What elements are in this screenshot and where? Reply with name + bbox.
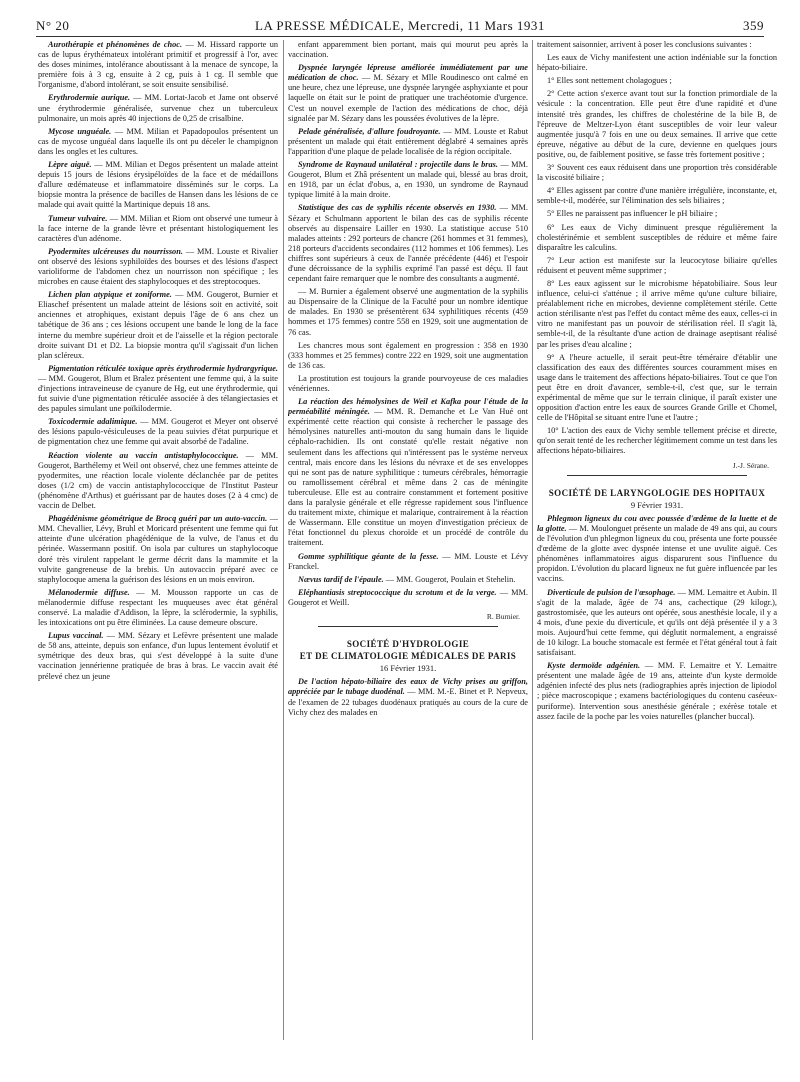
article-text: — MM. Sézary et Schulmann apportent le bilan des cas de syphilis récente observés au dispensaire Lailler en 1930. La statistique accuse 510 malades atteints : 292 porteurs de chancre (261 hommes et 31 femmes), 218 porteurs d'accidents secondaires (112 hommes et 106 femmes). Les chiffres sont supérieurs à ceux de l'année précédente (446) et l'espoir d'une décroissance de la syphilis exprimé l'an passé est déçu. Il faut cependant faire remarquer que le nombre des consultants a augmenté. (288, 203, 528, 284)
page-number: 359 (743, 18, 764, 33)
article-title: Pyodermites ulcéreuses du nourrisson. (48, 246, 183, 256)
article-text: — M. Sézary et Mlle Roudinesco ont calmé en une heure, chez une lépreuse, une dyspnée laryngée asphyxiante et pour laquelle on était sur le point de pratiquer une trachéotomie d'urgence. C'est un nouvel exemple de l'action des médications de choc, déjà signalée par M. Sézary dans les poussées évolutives de la lèpre. (288, 73, 528, 123)
article-text: — MM. Milian et Degos présentent un malade atteint depuis 15 jours de lésions érysipéloïdes de la face et de médaillons d'allure œdémateuse et inflammatoire disséminés sur le corps. La biopsie montra la présence de bacilles de Hansen dans les lésions de ce malade qui avait quitté la Martinique depuis 18 ans. (38, 160, 278, 210)
article (288, 160, 528, 200)
article-title: Aurothérapie et phénomènes de choc. (48, 40, 183, 49)
article (38, 631, 278, 681)
article (288, 203, 528, 284)
laryngology-articles (537, 514, 777, 722)
article (537, 514, 777, 585)
article-title: Nævus tardif de l'épaule. (298, 574, 384, 584)
article (38, 93, 278, 123)
article-text: — M. Mousson rapporte un cas de mélanodermie diffuse respectant les muqueuses avec état général conservé. La maladie d'Addison, la lèpre, la sclérodermie, la syphilis, les intoxications ont pu être éliminées. La cause demeure obscure. (38, 587, 278, 628)
article-title: Toxicodermie adalimique. (48, 417, 138, 427)
signature: J.-J. Sérane. (732, 460, 769, 470)
article-title: Phagédénisme géométrique de Brocq guéri par un auto-vaccin. (48, 514, 268, 524)
article (38, 40, 278, 90)
article-title: Dyspnée laryngée lépreuse améliorée immédiatement par une médication de choc. (288, 63, 528, 83)
article-text: — M. Moulonguet présente un malade de 49 ans qui, au cours de l'évolution d'un phlegmon ligneux du cou, présenta une forte poussée d'œdème de la glotte avec dyspnée intense et une uvulite aiguë. Ces phénomènes inflammatoires aigus disparurent sous l'influence du propidon. L'évolution du placard ligneux ne fut guère influencée par les vaccins. (537, 523, 777, 584)
article-text: — MM. M.-E. Binet et P. Nepveux, de l'examen de 22 tubages duodénaux pratiqués au cours de la cure de Vichy chez des malades en (288, 687, 528, 717)
article (38, 290, 278, 361)
article (288, 397, 528, 548)
article-text: — MM. Milian et Riom ont observé une tumeur à la face interne de la grande lèvre et présentant histologiquement les caractères d'un adénome. (38, 213, 278, 243)
article (288, 588, 528, 608)
article-title: Eléphantiasis streptococcique du scrotum et de la verge. (298, 587, 497, 597)
article-title: Syndrome de Raynaud unilatéral : projectile dans le bras. (298, 160, 498, 170)
page-header (36, 18, 764, 34)
column-2-articles (288, 40, 528, 608)
article-text: — M. Burnier a également observé une augmentation de la syphilis au Dispensaire de la Clinique de la Faculté pour un nombre identique de malades. En 1930 se présentèrent 634 syphilitiques récents (459 hommes et 175 femmes) contre 558 en 1929, soit une augmentation de 76 cas. (288, 287, 528, 337)
conclusion-item: 8° Les eaux agissent sur le microbisme hépatobiliaire. Sous leur influence, celui-ci s'atténue ; il arrive même qu'une culture biliaire, préalablement riche en microbes, devienne complètement stérile. Cette action stérilisante n'est pas l'effet du contact même des eaux, celles-ci in vitro ne manifestant pas un pouvoir de stérilisation réel. Il s'agit là, semble-t-il, de la résultante d'une action de drainage aseptisant réalisé par les prises d'eau alcaline ; (537, 278, 777, 349)
article-title: Lèpre aiguë. (48, 160, 92, 170)
article (288, 552, 528, 572)
article-title: Gomme syphilitique géante de la fesse. (298, 551, 439, 561)
article-title: Diverticule de pulsion de l'œsophage. (547, 587, 676, 597)
article-text: — MM. Louste et Rabut présentent un malade qui était entièrement déglabré 4 semaines après l'apparition d'une plaque de pelade localisée de la région occipitale. (288, 126, 528, 156)
conclusion-item: 3° Souvent ces eaux réduisent dans une proportion très considérable la viscosité biliaire ; (537, 163, 777, 183)
article-text: — MM. Gougerot, Blum et Bralez présentent une femme qui, à la suite d'injections intraveineuse de cyanure de Hg, eut une érythrodermie, qui fut suivie d'une pigmentation réticulée associée à des télangiectasies et des papules simulant une poïkilodermie. (38, 373, 278, 414)
article-text: — MM. Louste et Lévy Franckel. (288, 551, 528, 571)
article-text: — MM. Gougerot, Burnier et Eliaschef présentent un malade atteint de lésions soit en activité, soit anciennes et atrophiques, existant depuis l'âge de 6 ans chez un tabétique de 36 ans ; ces lésions occupent une bande le long de la face interne du membre supérieur droit et de l'aisselle et la région pectorale droite suivant D1 et D2. La biopsie montra qu'il s'agissait d'un lichen plan scléreux. (38, 290, 278, 360)
column-2 (288, 40, 528, 1060)
article (288, 127, 528, 157)
article-text: — M. Hissard rapporte un cas de lupus érythémateux intolérant primitif et progressif à l'or, avec des doses minimes, intolérance aboutissant à la menace de syncope, la première fois à 3 cg, ensuite à 2 cg, puis à 1 cg. Il semble que l'organisme, d'abord intolérant, se soit ensuite sensibilisé. (38, 40, 278, 90)
article-text: — MM. Lortat-Jacob et Jame ont observé une érythrodermie généralisée, survenue chez un tuberculeux pulmonaire, un mois après 40 injections de 0,25 de crisalbine. (38, 93, 278, 123)
article-title: Lichen plan atypique et zoniforme. (48, 290, 172, 300)
article-text: — MM. Gougerot et Meyer ont observé des lésions papulo-vésiculeuses de la peau suivies d'état purpurique et de pigmentation chez une femme qui avait absorbé de l'adaline. (38, 417, 278, 447)
article-title: Phlegmon ligneux du cou avec poussée d'œdème de la luette et de la glotte. (537, 513, 777, 533)
article (537, 661, 777, 722)
article-text: — MM. Milian et Papadopoulos présentent un cas de mycose unguéal dans laquelle ils ont pu déceler le champignon dans les ongles et les cultures. (38, 126, 278, 156)
paragraph: traitement saisonnier, arrivent à poser les conclusions suivantes : (537, 40, 752, 49)
article (38, 588, 278, 628)
column-3 (537, 40, 777, 1060)
article-text: La prostitution est toujours la grande pourvoyeuse de ces maladies vénériennes. (288, 373, 528, 393)
conclusion-item: 7° Leur action est manifeste sur la leucocytose biliaire qu'elles réduisent et peuvent même supprimer ; (537, 255, 777, 275)
article-title: Lupus vaccinal. (48, 631, 104, 641)
article-title: De l'action hépato-biliaire des eaux de Vichy prises au griffon, appréciée par le tubage duodénal. (288, 677, 528, 697)
section-title: SOCIÉTÉ DE LARYNGOLOGIE DES HOPITAUX (548, 487, 766, 498)
article (288, 40, 528, 60)
article (288, 287, 528, 337)
section-title: SOCIÉTÉ D'HYDROLOGIE (346, 639, 470, 650)
conclusion-item: 2° Cette action s'exerce avant tout sur la fonction primordiale de la vésicule : la concentration. Elle peut être d'une rapidité et d'une intensité très grandes, les chiffres de cholestérine de la bile B, de l'épreuve de Meltzer-Lyon étant susceptibles de voir leur valeur augmentée jusqu'à 7 fois en une ou deux semaines. Il arrive que cette épreuve, négative au début de la cure, devienne en quelques jours positive, ou, de faiblement positive, se fasse très fortement positive ; (537, 89, 777, 159)
paragraph: Les eaux de Vichy manifestent une action indéniable sur la fonction hépato-biliaire. (537, 53, 777, 73)
article (537, 588, 777, 659)
article-text: — MM. Gougerot, Blum et Zhâ présentent un malade qui, blessé au bras droit, en 1918, par un éclat d'obus, a, en 1930, un syndrome de Raynaud typique limité à la main droite. (288, 160, 528, 200)
article (288, 341, 528, 371)
conclusion-item: 5° Elles ne paraissent pas influencer le pH biliaire ; (547, 209, 718, 219)
article-text: — MM. Sézary et Lefèvre présentent une malade de 58 ans, atteinte, depuis son enfance, d'un lupus lentement évolutif et symétrique des deux bras, qui s'est développé à la suite d'une vaccination jennérienne pratiquée de bras à bras. Le vaccin avait été prélevé chez un jeune (38, 631, 278, 681)
article (288, 677, 528, 717)
article (38, 160, 278, 210)
conclusions-list (537, 76, 777, 456)
article-text: — MM. F. Lemaitre et Y. Lemaitre présentent une malade âgée de 19 ans, atteinte d'un kyste dermoïde adgénien infecté des plus nets (radiographies après injection de lipiodol ; pièce macroscopique ; examens bactériologiques du contenu caséeux-puriforme). Intervention sous anesthésie générale ; exérèse totale et assez facile de la poche par les voies naturelles (plancher buccal). (537, 661, 777, 721)
column-divider (532, 40, 533, 1040)
article-title: Erythrodermie aurique. (48, 93, 131, 103)
article (38, 214, 278, 244)
article-text: — MM. Chevallier, Lévy, Bruhl et Moricard présentent une femme qui fut atteinte d'une ulcération phagédénique de la vulve, de l'anus et du périnée. Wassermann positif. On isola par cultures un staphylocoque doré très virulent rappelant le germe décrit dans la mammite et la vulvite gangreneuse de la brebis. Un autovaccin préparé avec ce staphylocoque amena la guérison des lésions en un mois environ. (38, 514, 278, 584)
article (38, 247, 278, 287)
article-title: Mycose unguéale. (48, 126, 112, 136)
article-title: Tumeur vulvaire. (48, 213, 108, 223)
article (38, 451, 278, 512)
section-date: 16 Février 1931. (379, 663, 437, 674)
article-text: — MM. Louste et Rivalier ont observé des lésions syphiloïdes des bourses et des lésions d'aspect varioliforme de l'abdomen chez un nourrisson non spécifique ; les microbes en cause étaient des staphylocoques et des streptocoques. (38, 246, 278, 287)
article-text: — MM. Lemaitre et Aubin. Il s'agit de la malade, âgée de 74 ans, cachectique (29 kilogr.), gastrostomisée, que les auteurs ont opérée, sous anesthésie locale, il y a 4 mois, d'une pexie du diverticule, et qu'ils ont déjà présentée il y a 3 mois. Aujourd'hui cette femme, qui déglutit normalement, a engraissé de 10 kilogr. La bouche stomacale est fermée et l'état général tout à fait satisfaisant. (537, 587, 777, 658)
article (288, 374, 528, 394)
article-text: — MM. Gougerot, Poulain et Stehelin. (383, 574, 516, 584)
section-date: 9 Février 1931. (630, 499, 684, 510)
conclusion-item: 10° L'action des eaux de Vichy semble tellement précise et directe, qu'on serait tenté de les rechercher légitimement comme un test dans les affections hépato-biliaires. (537, 426, 777, 456)
article-title: Pigmentation réticulée toxique après érythrodermie hydrargyrique. (48, 363, 278, 373)
signature: R. Burnier. (486, 611, 520, 621)
article-text: Les chancres mous sont également en progression : 358 en 1930 (333 hommes et 25 femmes) contre 222 en 1929, soit une augmentation de 136 cas. (288, 340, 528, 370)
article-title: Kyste dermoïde adgénien. (547, 661, 641, 671)
article (38, 127, 278, 157)
conclusion-item: 9° A l'heure actuelle, il serait peut-être téméraire d'établir une classification des eaux des différentes sources couramment mises en usage dans le traitement des affections hépato-biliaires. Tout ce que l'on peut être en droit d'avancer, semble-t-il, c'est que, sur le terrain expérimental de même que sur le terrain clinique, il paraît exister une opposition d'action entre les eaux de sources Grande Grille et Chomel, celle de l'Hôpital se situant entre l'une et l'autre ; (537, 352, 777, 423)
article (288, 575, 528, 585)
conclusion-item: 6° Les eaux de Vichy diminuent presque régulièrement la cholestérinémie et semblent susceptibles de réduire et même faire disparaître les calculins. (537, 222, 777, 252)
article (288, 63, 528, 124)
article (38, 364, 278, 414)
article-title: La réaction des hémolysines de Weil et Kafka pour l'étude de la perméabilité méningée. (288, 397, 528, 417)
section-rule (567, 475, 747, 476)
column-divider (283, 40, 284, 1040)
article-title: Pelade généralisée, d'allure foudroyante. (298, 126, 441, 136)
article-text: — MM. R. Demanche et Le Van Hué ont expérimenté cette réaction qui consiste à rechercher le passage des hémolysines naturelles anti-mouton du sang humain dans le liquide céphalo-rachidien. Ils ont constaté qu'elle restait négative non seulement dans les affections qui n'intéressent pas le système nerveux central, mais encore dans les lésions du névraxe et de ses enveloppes qui ne sont pas de nature syphilitique : tumeurs cérébrales, hémorragie ou ramollissement cérébral et même dans 2 cas de méningite tuberculeuse. Elle est au contraire constamment et fortement positive dans la paralysie générale et elle régresse rapidement sous l'influence du traitement mixte, chimique et malarique, contrairement à la réaction de Wassermann. Elle constitue un moyen d'investigation précieux de l'état fonctionnel du plexus choroïde et un procédé de contrôle du traitement. (288, 407, 528, 548)
article-title: Statistique des cas de syphilis récente observés en 1930. (298, 203, 497, 213)
article-text: — MM. Gougerot et Weill. (288, 587, 528, 607)
article-title: Mélanodermie diffuse. (48, 587, 130, 597)
article (38, 514, 278, 585)
section-rule (318, 626, 498, 627)
column-1 (38, 40, 278, 1060)
article-text: — MM. Gougerot, Barthélemy et Weil ont observé, chez une femmes atteinte de pyodermites, une réaction locale violente déclanchée par de petites doses (1/2 cm) de vaccin antistaphylococcique de l'Institut Pasteur (phénomène d'Arthus) et guérissant par de hautes doses (2 à 4 cmc) de vaccin de Delbet. (38, 450, 278, 511)
article-title: Réaction violente au vaccin antistaphylococcique. (48, 450, 239, 460)
header-rule (36, 36, 764, 37)
conclusion-item: 4° Elles agissent par contre d'une manière irrégulière, inconstante, et, semble-t-il, modérée, sur l'élimination des sels biliaires ; (537, 186, 777, 206)
journal-title: LA PRESSE MÉDICALE, Mercredi, 11 Mars 1931 (255, 18, 545, 33)
article-text: enfant apparemment bien portant, mais qui mourut peu après la vaccination. (288, 40, 528, 60)
section-title: ET DE CLIMATOLOGIE MÉDICALES DE PARIS (299, 651, 517, 662)
issue-number: N° 20 (36, 18, 70, 33)
conclusion-item: 1° Elles sont nettement cholagogues ; (547, 76, 672, 86)
article (38, 417, 278, 447)
